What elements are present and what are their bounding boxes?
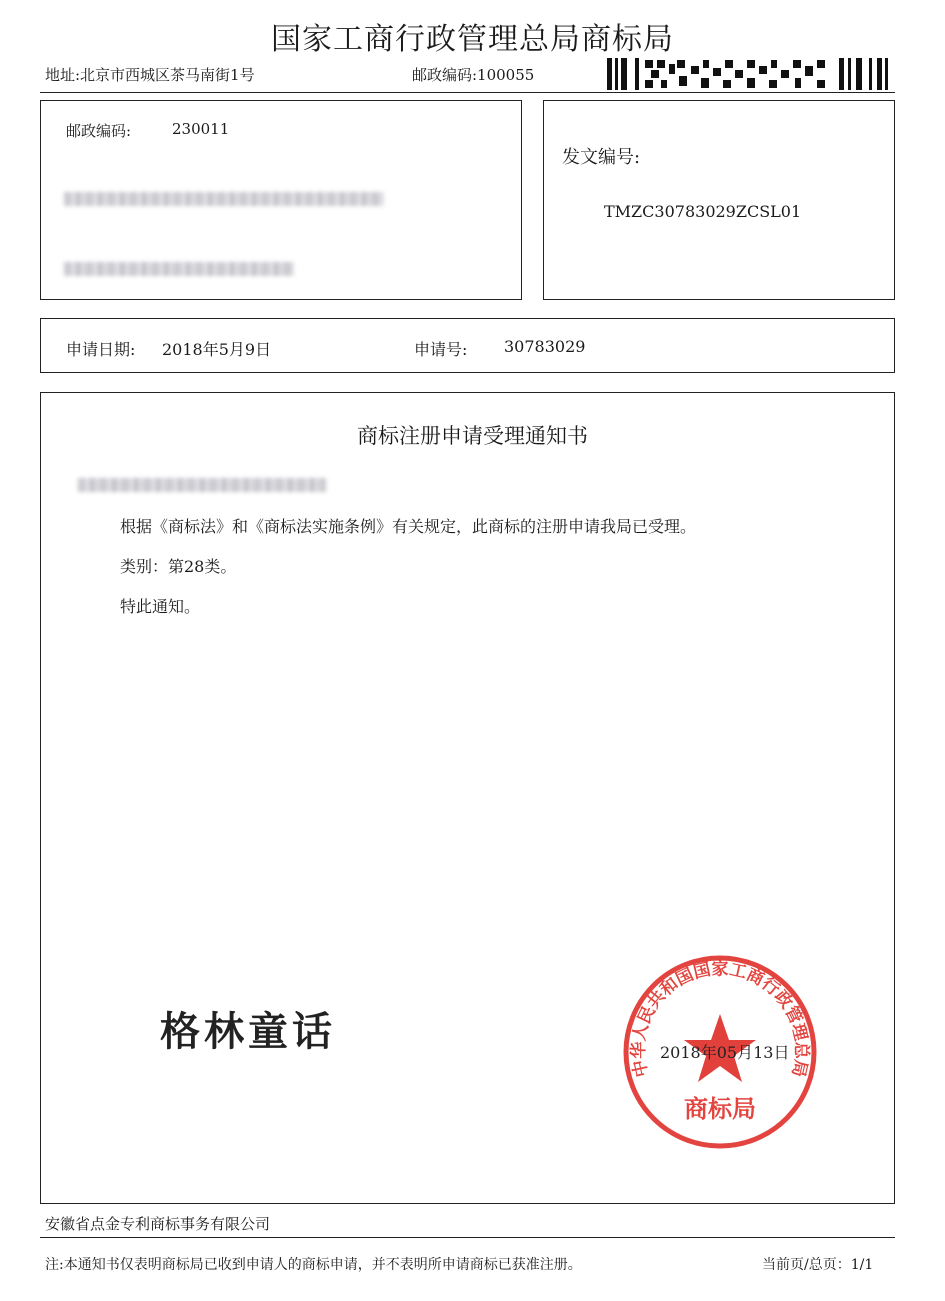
document-title: 国家工商行政管理总局商标局 [271, 22, 674, 57]
agency-name: 安徽省点金专利商标事务有限公司 [45, 1215, 271, 1233]
recipient-postcode-label: 邮政编码: [66, 122, 132, 140]
footer-divider [40, 1237, 895, 1238]
redacted-address [64, 192, 384, 206]
seal-arc-text: 中华人民共和国国家工商行政管理总局 [628, 959, 812, 1079]
doc-number-label: 发文编号: [562, 147, 641, 168]
doc-number-value: TMZC30783029ZCSL01 [604, 202, 802, 221]
notice-heading: 商标注册申请受理通知书 [357, 424, 588, 448]
notice-closing: 特此通知。 [120, 597, 201, 616]
application-date: 2018年5月9日 [162, 340, 272, 359]
redacted-applicant [78, 478, 326, 492]
application-number: 30783029 [504, 337, 586, 356]
header-divider [40, 92, 895, 93]
trademark-name: 格林童话 [160, 1009, 336, 1055]
recipient-postcode: 230011 [172, 120, 230, 138]
notice-body: 根据《商标法》和《商标法实施条例》有关规定，此商标的注册申请我局已受理。 [120, 517, 697, 536]
application-number-label: 申请号: [414, 340, 468, 359]
office-postcode: 邮政编码:100055 [412, 66, 535, 84]
footer-note: 注:本通知书仅表明商标局已收到申请人的商标申请，并不表明所申请商标已获准注册。 [45, 1257, 582, 1273]
notice-category: 类别：第28类。 [120, 557, 237, 576]
office-address: 地址:北京市西城区茶马南街1号 [45, 66, 255, 84]
seal-date: 2018年05月13日 [660, 1043, 790, 1062]
doc-number-box [543, 100, 895, 300]
seal-center-text: 商标局 [684, 1095, 756, 1123]
page-indicator: 当前页/总页：1/1 [762, 1257, 874, 1273]
redacted-company [64, 262, 294, 276]
barcode-icon [607, 58, 889, 90]
application-date-label: 申请日期: [66, 340, 136, 359]
